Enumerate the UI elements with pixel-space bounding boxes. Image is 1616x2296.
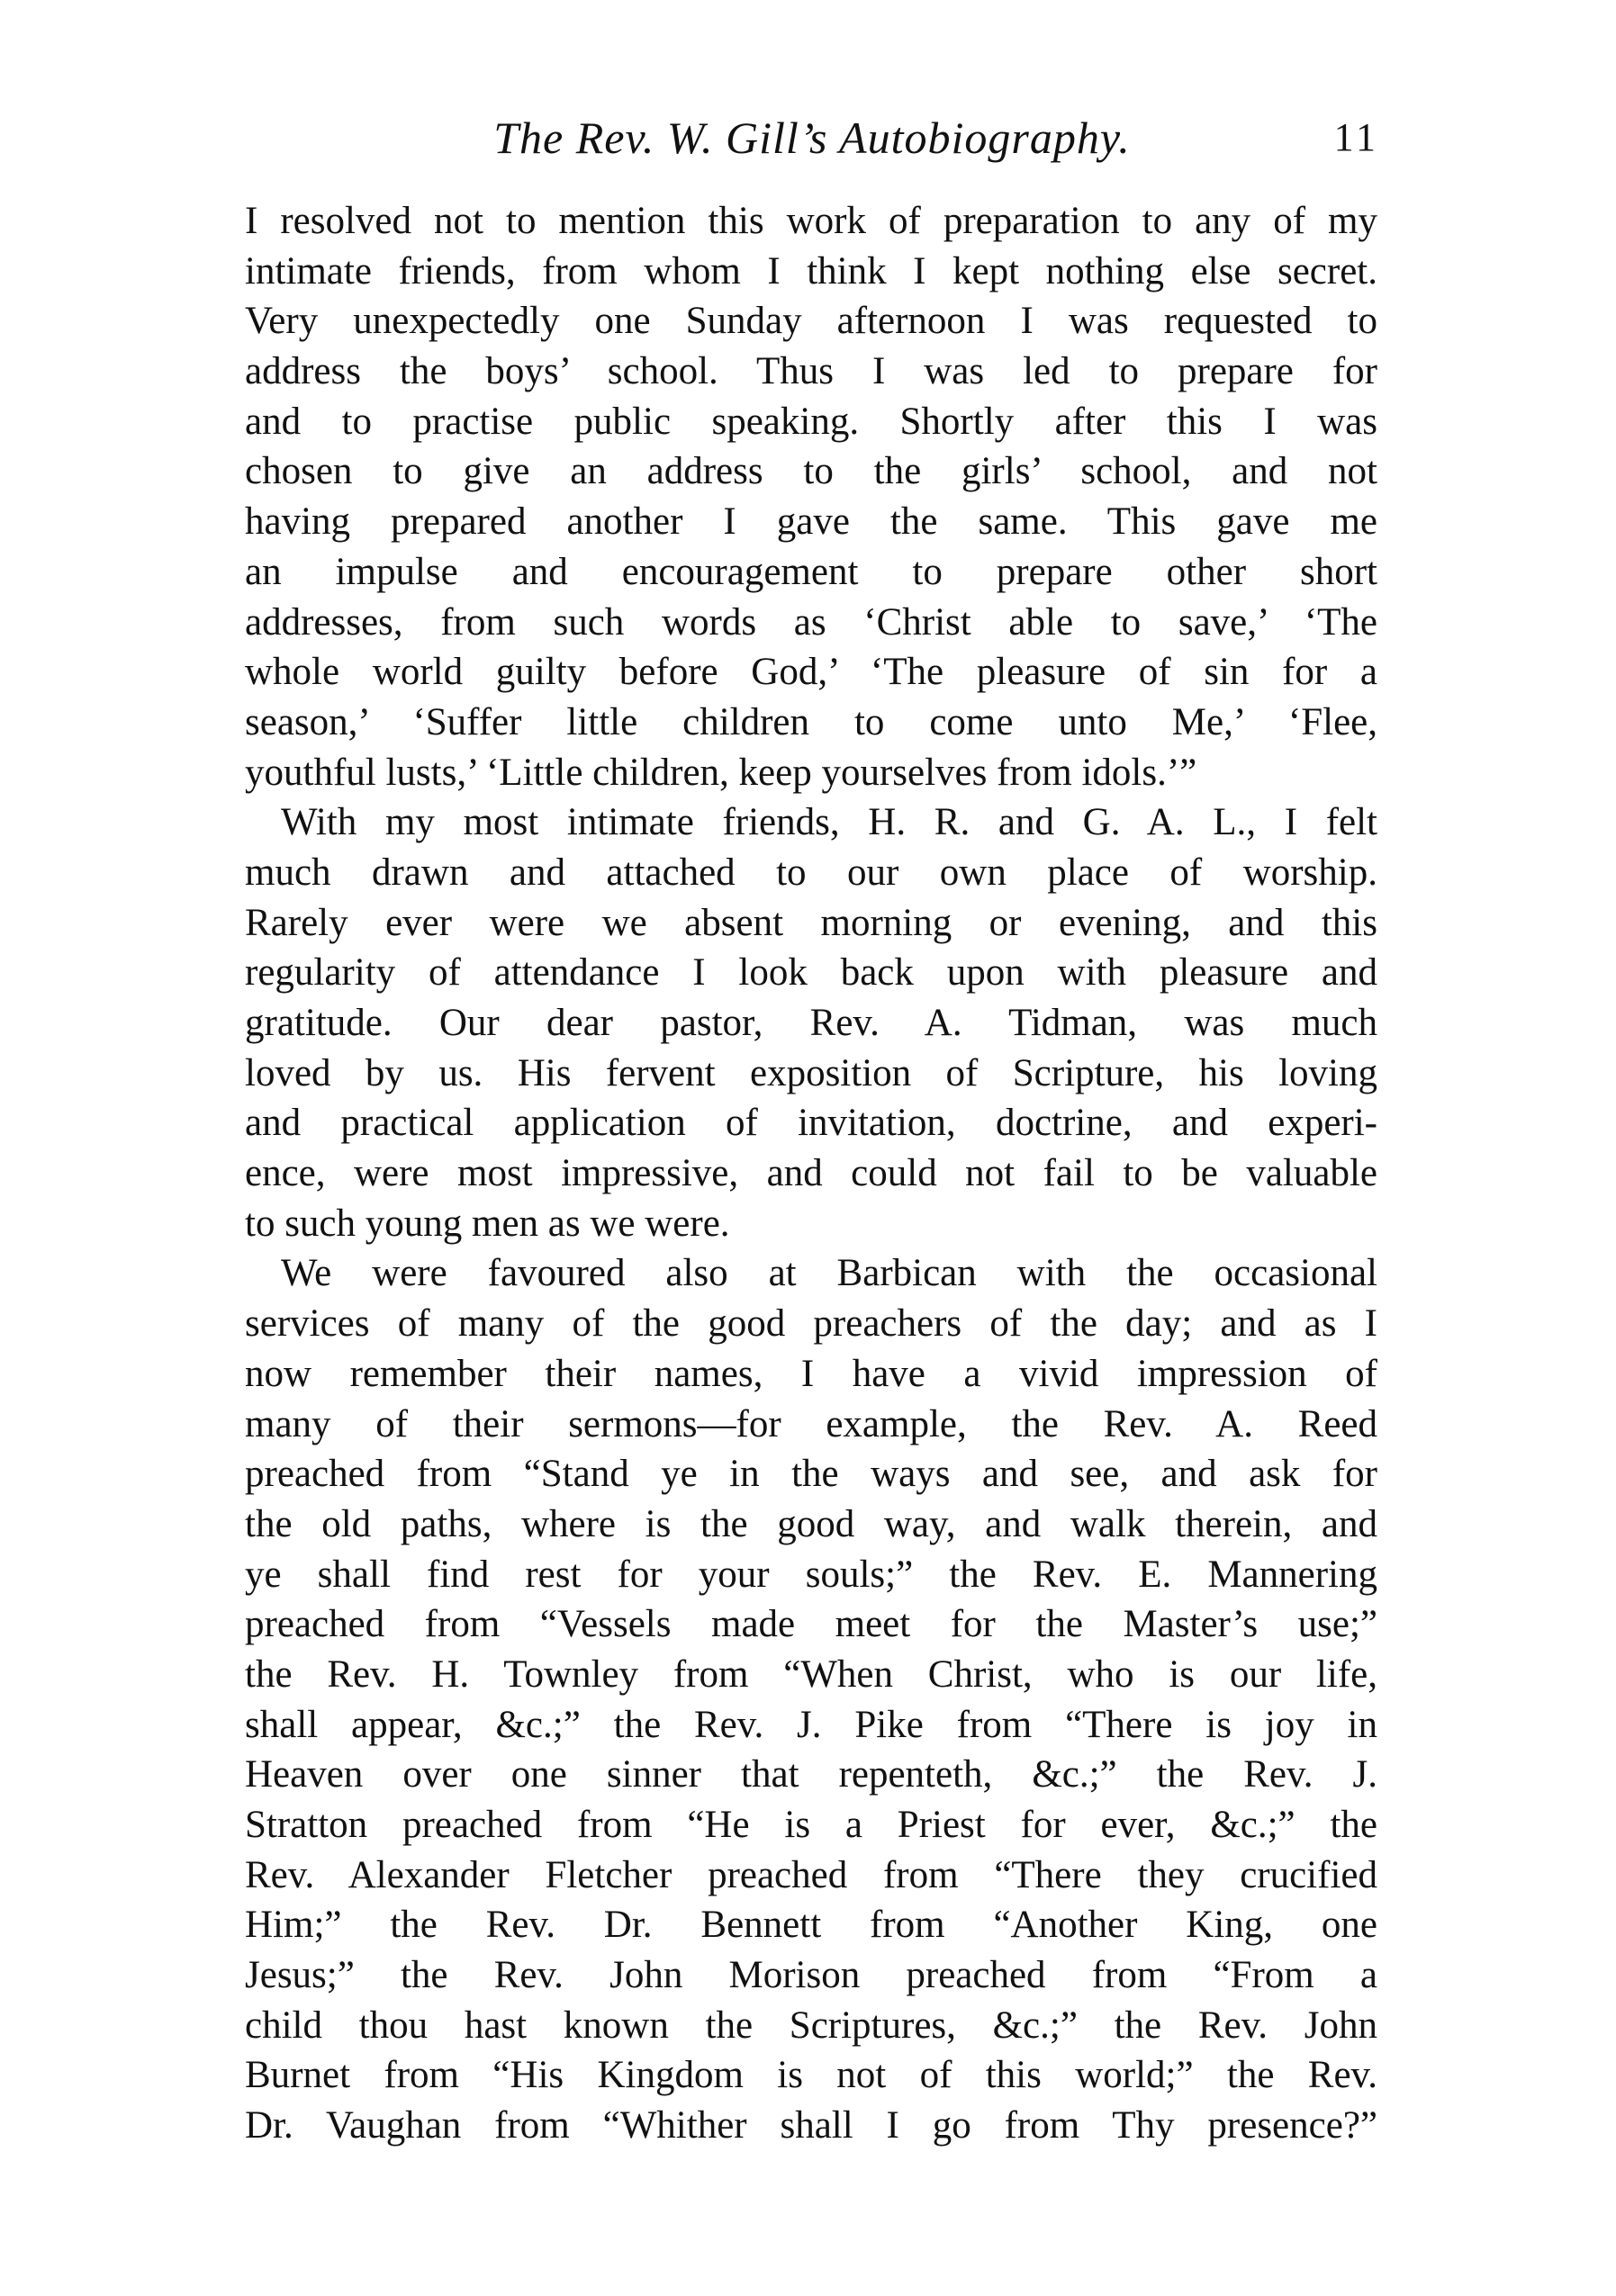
text-line: preached from “Stand ye in the ways and see, and ask for	[245, 1453, 1377, 1496]
text-line: intimate friends, from whom I think I kept nothing else secret.	[245, 249, 1377, 293]
text-line: address the boys’ school. Thus I was led to prepare for	[245, 350, 1377, 393]
text-line: to such young men as we were.	[245, 1202, 730, 1245]
text-line: an impulse and encouragement to prepare other short	[245, 550, 1377, 593]
text-line: chosen to give an address to the girls’ school, and not	[245, 450, 1377, 493]
text-line: child thou hast known the Scriptures, &c.;” the Rev. John	[245, 2003, 1377, 2047]
text-line: Burnet from “His Kingdom is not of this world;” the Rev.	[245, 2054, 1377, 2097]
body-text	[245, 196, 1377, 2151]
text-line: services of many of the good preachers of the day; and as I	[245, 1302, 1377, 1346]
text-line: and practical application of invitation, doctrine, and experi-	[245, 1102, 1377, 1145]
text-line: having prepared another I gave the same. This gave me	[245, 500, 1377, 544]
text-line: Dr. Vaughan from “Whither shall I go from Thy presence?”	[245, 2104, 1377, 2147]
text-line: addresses, from such words as ‘Christ able to save,’ ‘The	[245, 600, 1377, 644]
text-line: With my most intimate friends, H. R. and G. A. L., I felt	[281, 801, 1377, 844]
text-line: season,’ ‘Suffer little children to come unto Me,’ ‘Flee,	[245, 700, 1377, 743]
text-line: Heaven over one sinner that repenteth, &c.;” the Rev. J.	[245, 1753, 1377, 1796]
text-line: ye shall find rest for your souls;” the Rev. E. Mannering	[245, 1553, 1377, 1596]
text-line: Rarely ever were we absent morning or evening, and this	[245, 901, 1377, 944]
text-line: youthful lusts,’ ‘Little children, keep yourselves from idols.’”	[245, 751, 1197, 794]
running-head	[245, 106, 1379, 169]
text-line: gratitude. Our dear pastor, Rev. A. Tidman, was much	[245, 1002, 1377, 1044]
text-line: I resolved not to mention this work of preparation to any of my	[245, 200, 1377, 242]
page-number: 11	[1333, 115, 1379, 159]
text-line: Very unexpectedly one Sunday afternoon I was requested to	[245, 300, 1377, 343]
text-line: many of their sermons—for example, the Rev. A. Reed	[245, 1402, 1377, 1445]
text-line: We were favoured also at Barbican with the occasional	[281, 1252, 1377, 1295]
text-line: Jesus;” the Rev. John Morison preached from “From a	[245, 1954, 1377, 1997]
text-line: the old paths, where is the good way, and walk therein, and	[245, 1502, 1377, 1545]
text-line: much drawn and attached to our own place of worship.	[245, 851, 1377, 894]
text-line: ence, were most impressive, and could not fail to be valuable	[245, 1152, 1377, 1195]
text-line: loved by us. His fervent exposition of Scripture, his loving	[245, 1051, 1377, 1094]
text-line: preached from “Vessels made meet for the Master’s use;”	[245, 1603, 1377, 1646]
text-line: Him;” the Rev. Dr. Bennett from “Another King, one	[245, 1904, 1377, 1947]
text-line: Rev. Alexander Fletcher preached from “There they crucified	[245, 1853, 1377, 1896]
text-line: the Rev. H. Townley from “When Christ, who is our life,	[245, 1652, 1377, 1696]
text-line: shall appear, &c.;” the Rev. J. Pike from “There is joy in	[245, 1703, 1377, 1746]
text-line: now remember their names, I have a vivid impression of	[245, 1352, 1377, 1395]
text-line: and to practise public speaking. Shortly after this I was	[245, 400, 1377, 443]
text-line: whole world guilty before God,’ ‘The pleasure of sin for a	[245, 651, 1377, 694]
text-line: regularity of attendance I look back upon with pleasure and	[245, 951, 1377, 995]
running-title: The Rev. W. Gill’s Autobiography.	[493, 113, 1131, 163]
text-line: Stratton preached from “He is a Priest for ever, &c.;” the	[245, 1804, 1377, 1846]
